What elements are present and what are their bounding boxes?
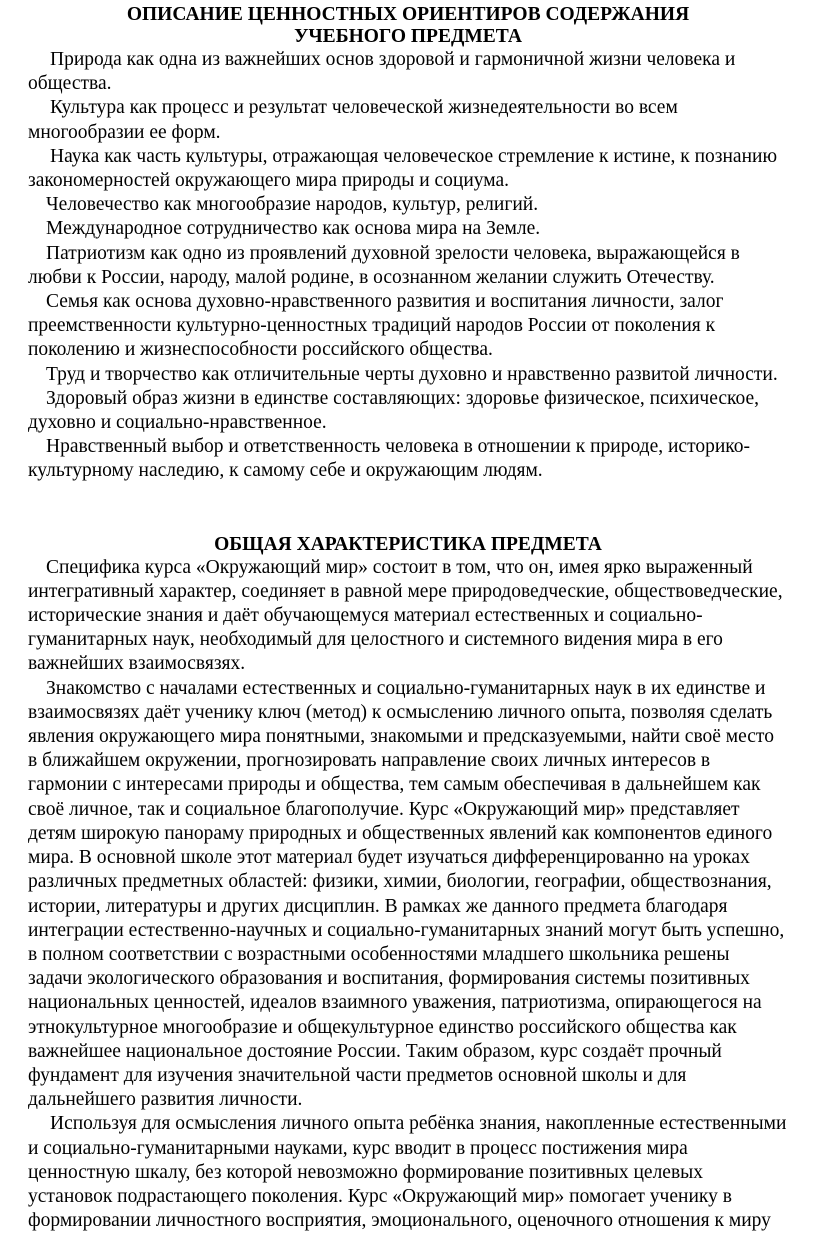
value-paragraph: Здоровый образ жизни в единстве составляющих: здоровье физическое, психическое, духовно и социально-нравственное.	[28, 387, 759, 434]
body-paragraph: Знакомство с началами естественных и социально-гуманитарных наук в их единстве и взаимосвязях даёт ученику ключ (метод) к осмыслению личного опыта, позволяя сделать явления окружающего мира понятными, знакомыми и предсказуемыми, найти своё место в ближайшем окружении, прогнозировать направление своих личных интересов в гармонии с интересами природы и общества, тем самым обеспечивая в дальнейшем как своё личное, так и социальное благополучие. Курс «Окружающий мир» представляет детям широкую панораму природных и общественных явлений как компонентов единого мира. В основной школе этот материал будет изучаться дифференцированно на уроках различных предметных областей: физики, химии, биологии, географии, обществознания, истории, литературы и других дисциплин. В рамках же данного предмета благодаря интеграции естественно-научных и социально-гуманитарных знаний могут быть успешно, в полном соответствии с возрастными особенностями младшего школьника решены задачи экологического образования и воспитания, формирования системы позитивных национальных ценностей, идеалов взаимного уважения, патриотизма, опирающегося на этнокультурное многообразие и общекультурное единство российского общества как важнейшее национальное достояние России. Таким образом, курс создаёт прочный фундамент для изучения значительной части предметов основной школы и для дальнейшего развития личности.	[28, 677, 785, 1111]
body-paragraph: Специфика курса «Окружающий мир» состоит в том, что он, имея ярко выраженный интегративный характер, соединяет в равной мере природоведческие, обществоведческие, исторические знания и даёт обучающемуся материал естественных и социально-гуманитарных наук, необходимый для целостного и системного видения мира в его важнейших взаимосвязях.	[28, 556, 783, 675]
body-paragraph: Используя для осмысления личного опыта ребёнка знания, накопленные естественными и социально-гуманитарными науками, курс вводит в процесс постижения мира ценностную шкалу, без которой невозможно формирование позитивных целевых установок подрастающего поколения. Курс «Окружающий мир» помогает ученику в формировании личностного восприятия, эмоционального, оценочного отношения к миру	[28, 1113, 787, 1232]
section-spacer	[28, 484, 788, 534]
value-paragraph: Патриотизм как одно из проявлений духовной зрелости человека, выражающейся в любви к России, народу, малой родине, в осознанном желании служить Отечеству.	[28, 242, 740, 288]
characteristics-body	[28, 556, 788, 1234]
value-paragraph: Человечество как многообразие народов, культур, религий.	[46, 194, 539, 216]
value-paragraph: Международное сотрудничество как основа мира на Земле.	[46, 218, 541, 240]
section-title-line-1: ОПИСАНИЕ ЦЕННОСТНЫХ ОРИЕНТИРОВ СОДЕРЖАНИЯ	[126, 4, 690, 25]
value-paragraph: Наука как часть культуры, отражающая человеческое стремление к истине, к познанию закономерностей окружающего мира природы и социума.	[28, 145, 778, 192]
section-title-values	[28, 4, 788, 48]
value-paragraph: Нравственный выбор и ответственность человека в отношении к природе, историко-культурному наследию, к самому себе и окружающим людям.	[28, 436, 750, 482]
section-title-characteristics: ОБЩАЯ ХАРАКТЕРИСТИКА ПРЕДМЕТА	[214, 533, 602, 555]
value-paragraph: Природа как одна из важнейших основ здоровой и гармоничной жизни человека и общества.	[28, 49, 736, 95]
value-paragraph: Труд и творчество как отличительные черты духовно и нравственно развитой личности.	[46, 363, 778, 385]
value-paragraph: Семья как основа духовно-нравственного развития и воспитания личности, залог преемственности культурно-ценностных традиций народов России от поколения к поколению и жизнеспособности российского общества.	[28, 291, 724, 361]
values-list	[28, 48, 788, 484]
value-paragraph: Культура как процесс и результат человеческой жизнедеятельности во всем многообразии ее форм.	[28, 97, 678, 143]
section-title-line-2: УЧЕБНОГО ПРЕДМЕТА	[294, 26, 522, 47]
